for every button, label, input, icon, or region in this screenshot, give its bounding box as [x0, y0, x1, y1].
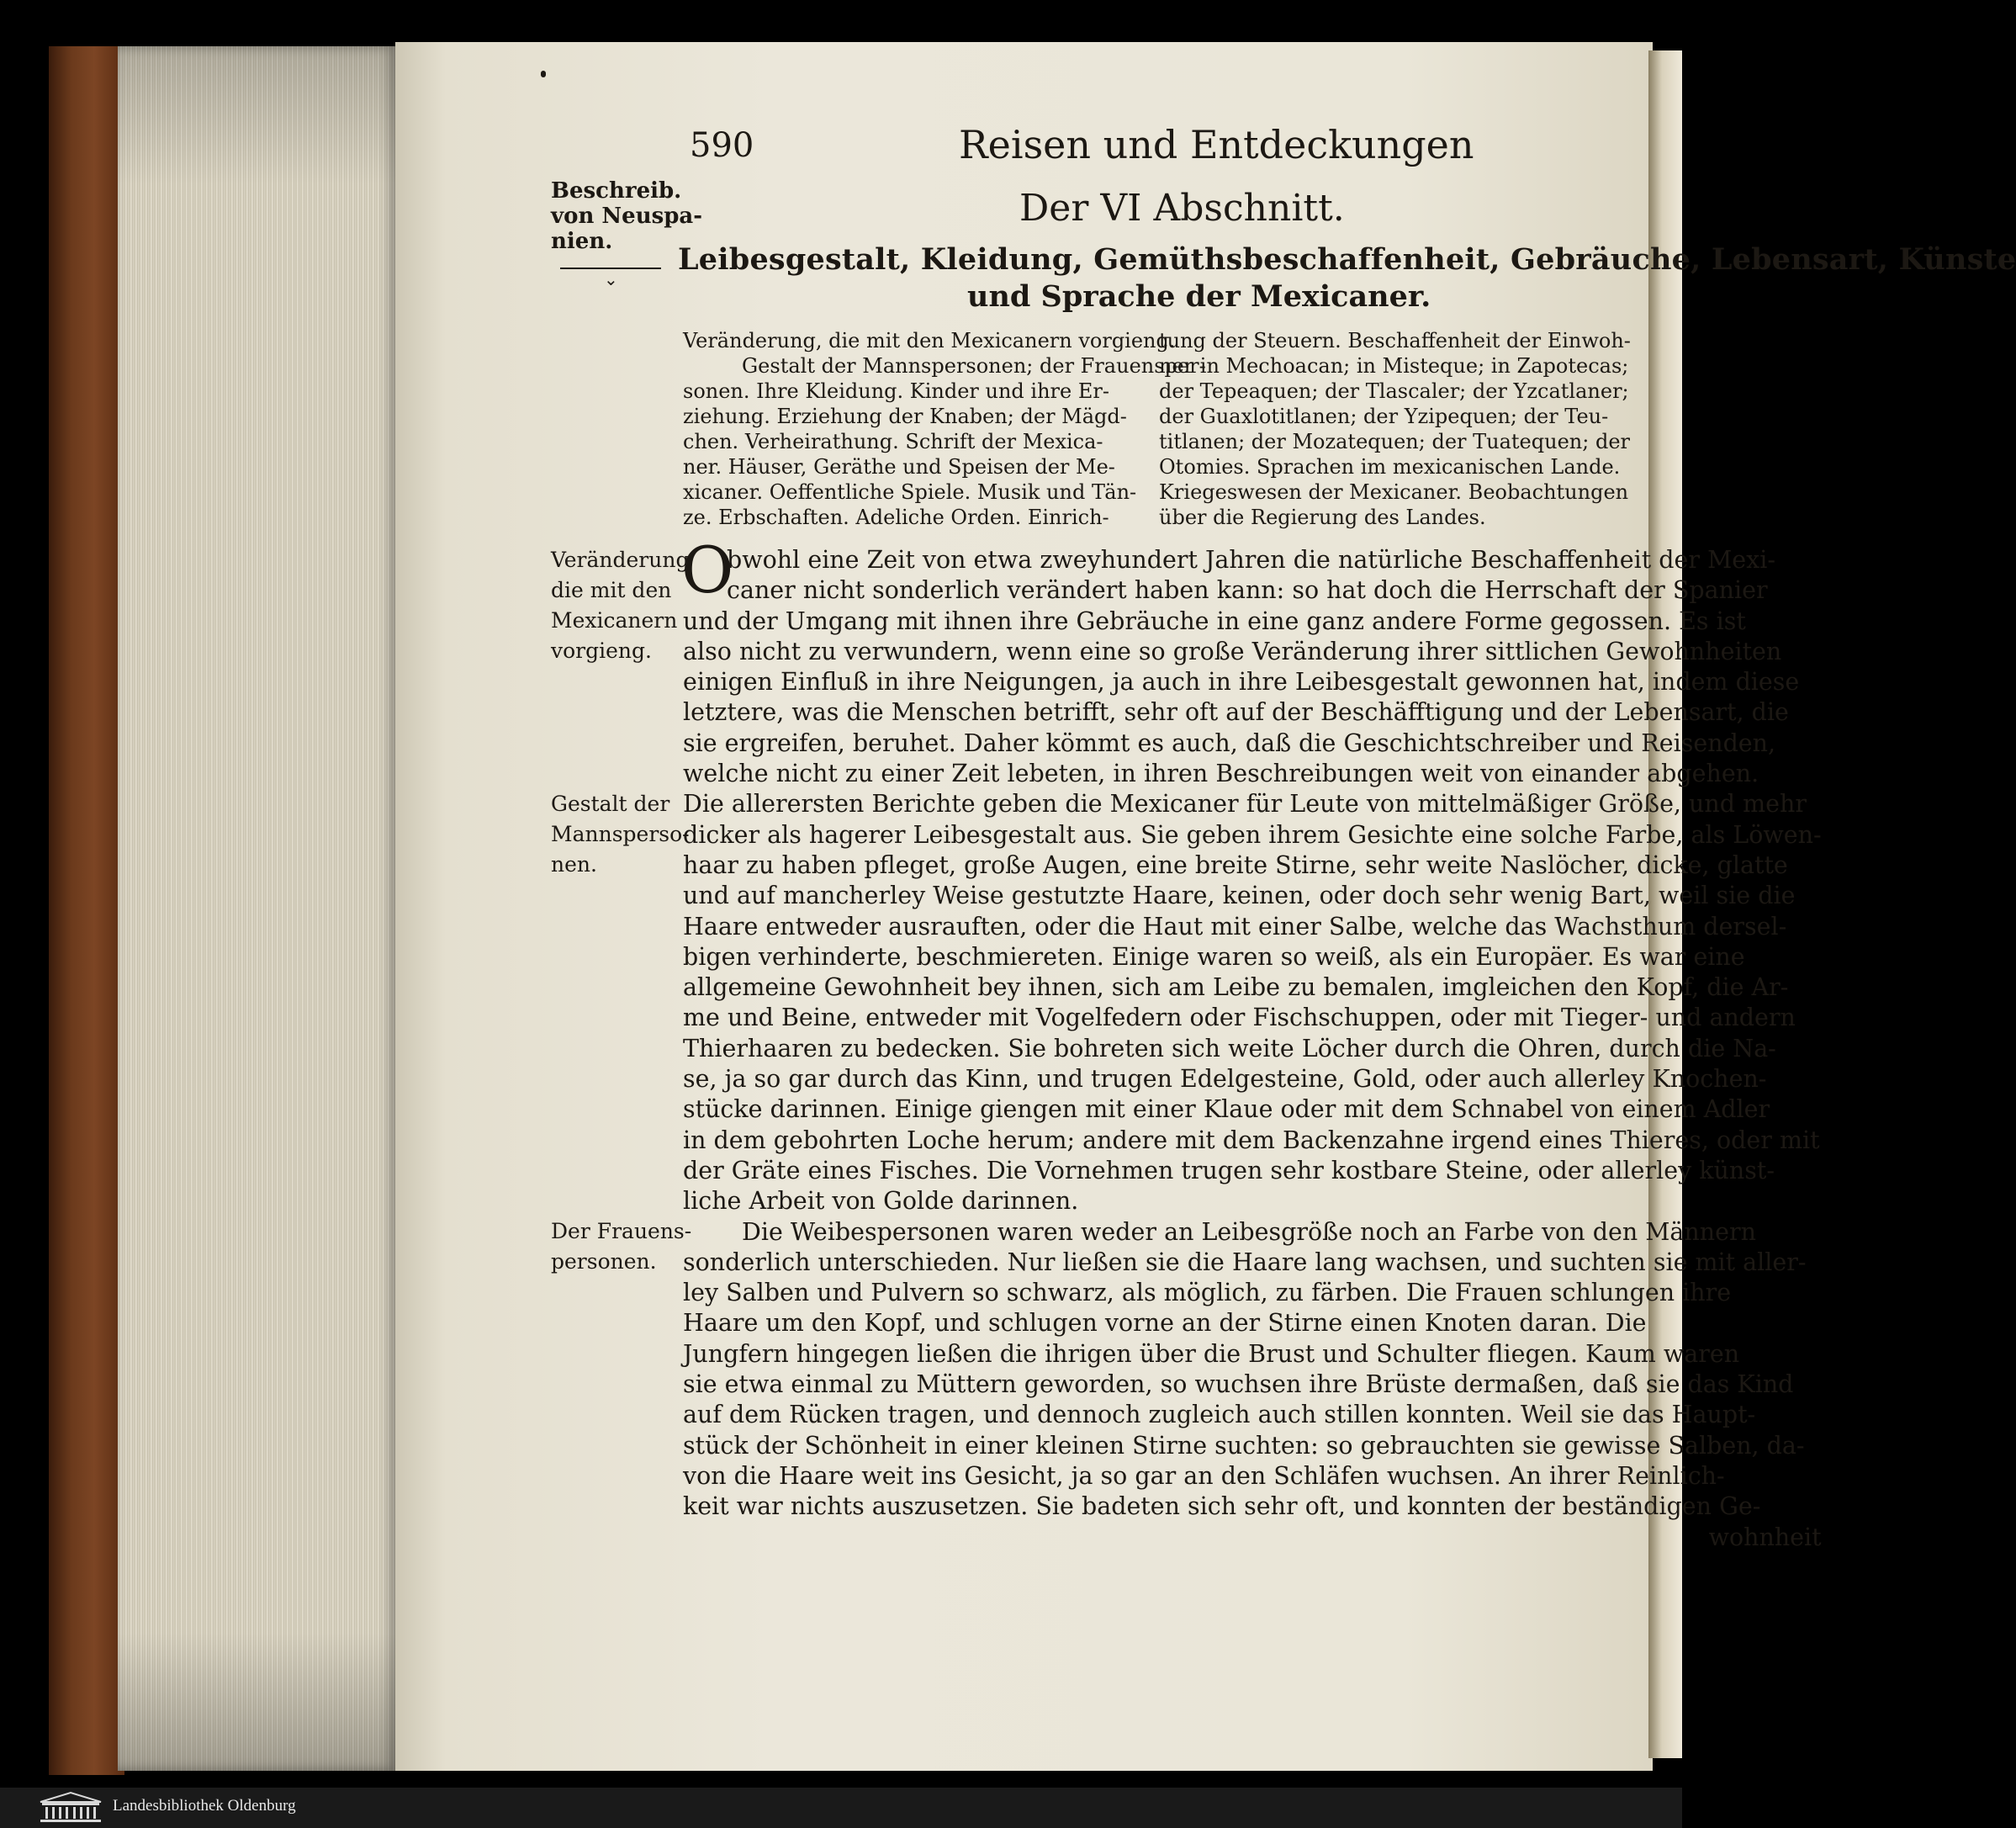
summary-line: ze. Erbschaften. Adeliche Orden. Einrich-	[683, 506, 1109, 529]
margin-note-line: die mit den	[551, 578, 672, 602]
margin-heading	[551, 178, 702, 254]
body-line: sonderlich unterschieden. Nur ließen sie die Haare lang wachsen, und suchten sie mit aller-	[683, 1248, 1807, 1276]
catchword: wohnheit	[1708, 1523, 1822, 1551]
body-line: Die allerersten Berichte geben die Mexicaner für Leute von mittelmäßiger Größe, und mehr	[683, 790, 1807, 819]
body-line: auf dem Rücken tragen, und dennoch zugleich auch stillen konnten. Weil sie das Haupt-	[683, 1401, 1756, 1429]
summary-line: ner in Mechoacan; in Misteque; in Zapotecas;	[1159, 354, 1629, 378]
margin-rule-hook: ⌄	[604, 269, 618, 289]
margin-note-veraenderung	[551, 545, 689, 666]
body-line: Haare um den Kopf, und schlugen vorne an der Stirne einen Knoten daran. Die	[683, 1309, 1647, 1338]
summary-right-column	[1159, 328, 1631, 530]
summary-line: xicaner. Oeffentliche Spiele. Musik und Tän-	[683, 480, 1137, 504]
margin-note-line: Der Frauens-	[551, 1219, 692, 1243]
body-line: bigen verhinderte, beschmiereten. Einige waren so weiß, als ein Europäer. Es war eine	[683, 942, 1745, 971]
summary-line: Kriegeswesen der Mexicaner. Beobachtungen	[1159, 480, 1629, 504]
summary-line: tung der Steuern. Beschaffenheit der Einwoh-	[1159, 329, 1631, 352]
ink-mark	[541, 71, 546, 77]
summary-left-column	[683, 328, 1206, 530]
drop-cap: O	[681, 533, 734, 607]
body-line: caner nicht sonderlich verändert haben kann: so hat doch die Herrschaft der Spanier	[727, 576, 1768, 605]
section-heading: Der VI Abschnitt.	[1019, 187, 1345, 230]
body-text	[683, 545, 1822, 1553]
body-line: bwohl eine Zeit von etwa zweyhundert Jahren die natürliche Beschaffenheit der Mexi-	[727, 546, 1775, 574]
margin-note-line: Gestalt der	[551, 792, 670, 816]
margin-note-line: nen.	[551, 852, 597, 877]
body-line: also nicht zu verwundern, wenn eine so große Veränderung ihrer sittlichen Gewohnheiten	[683, 637, 1782, 665]
margin-note-line: Mexicanern	[551, 608, 678, 633]
body-line: letztere, was die Menschen betrifft, sehr oft auf der Beschäfftigung und der Lebensart, die	[683, 698, 1789, 727]
body-line: stücke darinnen. Einige giengen mit einer Klaue oder mit dem Schnabel von einem Adler	[683, 1095, 1770, 1124]
chapter-title-line-1: Leibesgestalt, Kleidung, Gemüthsbeschaffenheit, Gebräuche, Lebensart, Künste	[678, 242, 2016, 277]
summary-line: titlanen; der Mozatequen; der Tuatequen; der	[1159, 430, 1630, 453]
body-line: se, ja so gar durch das Kinn, und trugen Edelgesteine, Gold, oder auch allerley Knochen-	[683, 1065, 1767, 1094]
library-building-icon	[37, 1790, 104, 1824]
body-line: me und Beine, entweder mit Vogelfedern oder Fischschuppen, oder mit Tieger- und andern	[683, 1004, 1796, 1032]
body-line: in dem gebohrten Loche herum; andere mit dem Backenzahne irgend eines Thieres, oder mit	[683, 1126, 1820, 1154]
margin-heading-line: Beschreib.	[551, 178, 682, 204]
body-line: Jungfern hingegen ließen die ihrigen über die Brust und Schulter fliegen. Kaum waren	[683, 1339, 1740, 1368]
page-edge-shadow	[118, 46, 395, 1771]
body-line: und auf mancherley Weise gestutzte Haare, keinen, oder doch sehr wenig Bart, weil sie die	[683, 882, 1796, 910]
chapter-title-line-2: und Sprache der Mexicaner.	[967, 279, 1431, 314]
summary-line: Gestalt der Mannspersonen; der Frauensper-	[742, 354, 1206, 378]
body-line: sie etwa einmal zu Müttern geworden, so wuchsen ihre Brüste dermaßen, daß sie das Kind	[683, 1370, 1794, 1399]
summary-line: über die Regierung des Landes.	[1159, 506, 1486, 529]
margin-note-line: Mannsperso-	[551, 822, 690, 846]
body-line: sie ergreifen, beruhet. Daher kömmt es auch, daß die Geschichtschreiber und Reisenden,	[683, 729, 1776, 757]
margin-heading-line: von Neuspa-	[551, 204, 703, 229]
body-line: ley Salben und Pulvern so schwarz, als möglich, zu färben. Die Frauen schlungen ihre	[683, 1279, 1732, 1307]
summary-line: Otomies. Sprachen im mexicanischen Lande.	[1159, 455, 1621, 479]
running-title: Reisen und Entdeckungen	[959, 122, 1474, 167]
margin-note-frauenspersonen	[551, 1216, 691, 1277]
margin-heading-line: nien.	[551, 229, 613, 254]
summary-line: chen. Verheirathung. Schrift der Mexica-	[683, 430, 1103, 453]
summary-line: sonen. Ihre Kleidung. Kinder und ihre Er-	[683, 379, 1109, 403]
body-line: dicker als hagerer Leibesgestalt aus. Sie geben ihrem Gesichte eine solche Farbe, als Löwen-	[683, 820, 1822, 849]
page-number: 590	[690, 126, 754, 165]
library-name: Landesbibliothek Oldenburg	[113, 1797, 296, 1815]
book-cover-edge	[49, 46, 124, 1775]
body-line: haar zu haben pfleget, große Augen, eine breite Stirne, sehr weite Naslöcher, dicke, glatte	[683, 850, 1788, 879]
body-line: von die Haare weit ins Gesicht, ja so gar an den Schläfen wuchsen. An ihrer Reinlich-	[683, 1461, 1725, 1490]
summary-line: der Guaxlotitlanen; der Yzipequen; der Teu-	[1159, 405, 1609, 428]
body-line: allgemeine Gewohnheit bey ihnen, sich am Leibe zu bemalen, imgleichen den Kopf, die Ar-	[683, 973, 1789, 1002]
body-line: und der Umgang mit ihnen ihre Gebräuche in eine ganz andere Forme gegossen. Es ist	[683, 607, 1746, 635]
body-line: Haare entweder ausrauften, oder die Haut mit einer Salbe, welche das Wachsthum dersel-	[683, 912, 1787, 940]
margin-note-line: vorgieng.	[551, 638, 652, 663]
margin-note-gestalt	[551, 789, 690, 880]
margin-note-line: Veränderung	[551, 548, 690, 572]
body-line: der Gräte eines Fisches. Die Vornehmen trugen sehr kostbare Steine, oder allerley künst-	[683, 1156, 1775, 1184]
summary-line: ner. Häuser, Geräthe und Speisen der Me-	[683, 455, 1115, 479]
body-line: keit war nichts auszusetzen. Sie badeten sich sehr oft, und konnten der beständigen Ge-	[683, 1492, 1761, 1521]
body-line: Thierhaaren zu bedecken. Sie bohreten sich weite Löcher durch die Ohren, durch die Na-	[683, 1034, 1776, 1062]
body-line: Die Weibespersonen waren weder an Leibesgröße noch an Farbe von den Männern	[742, 1217, 1756, 1246]
body-line: stück der Schönheit in einer kleinen Stirne suchten: so gebrauchten sie gewisse Salben, da-	[683, 1431, 1805, 1460]
summary-line: Veränderung, die mit den Mexicanern vorgieng.	[683, 329, 1176, 352]
summary-line: der Tepeaquen; der Tlascaler; der Yzcatlaner;	[1159, 379, 1629, 403]
body-line: liche Arbeit von Golde darinnen.	[683, 1187, 1079, 1216]
body-line: welche nicht zu einer Zeit lebeten, in ihren Beschreibungen weit von einander abgehen.	[683, 760, 1759, 788]
margin-note-line: personen.	[551, 1249, 657, 1274]
summary-line: ziehung. Erziehung der Knaben; der Mägd-	[683, 405, 1127, 428]
body-line: einigen Einfluß in ihre Neigungen, ja auch in ihre Leibesgestalt gewonnen hat, indem diese	[683, 668, 1800, 697]
